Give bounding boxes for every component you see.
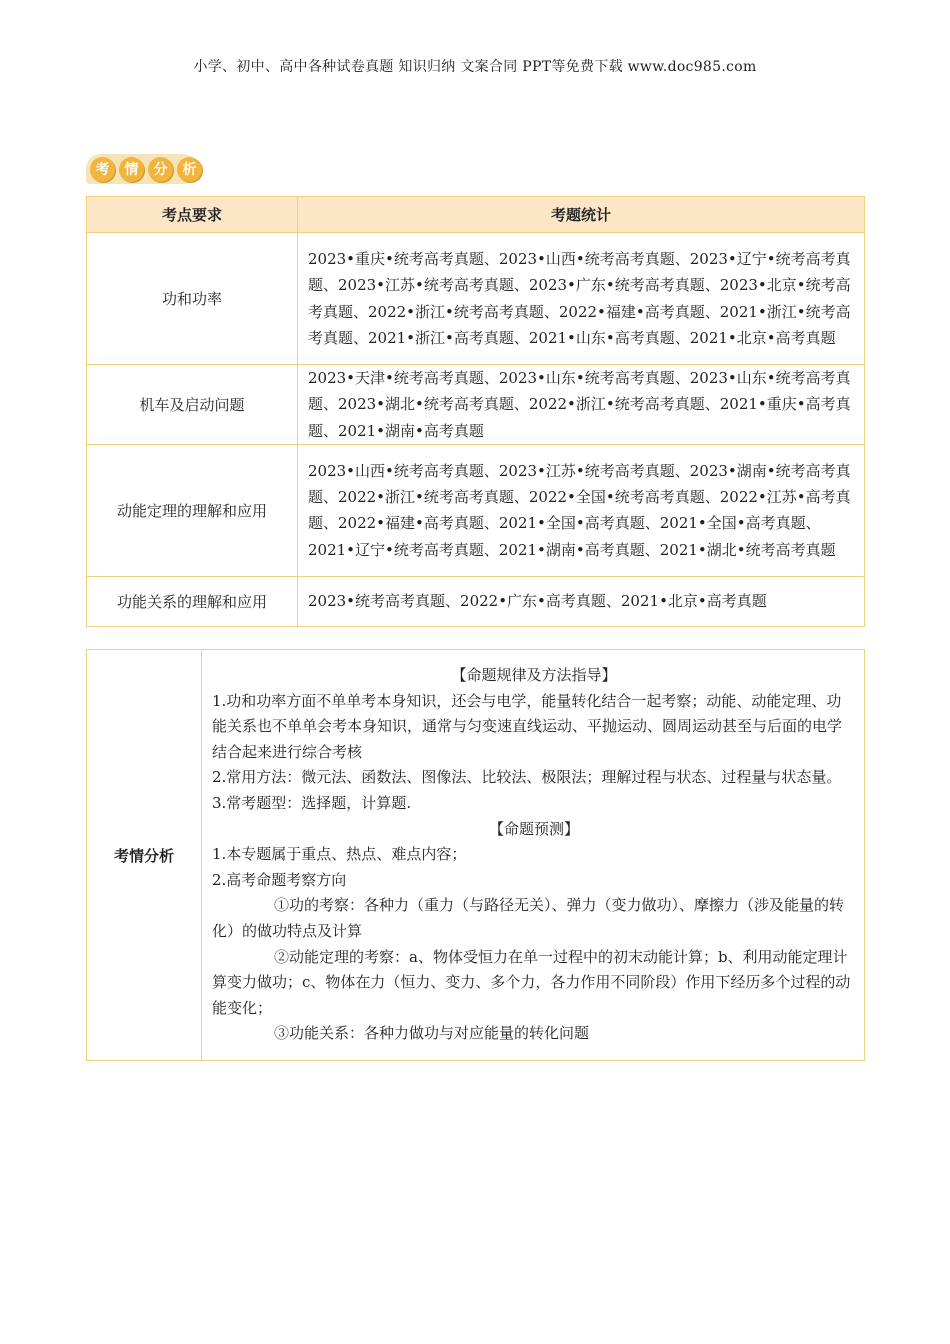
section-heading: 【命题预测】 [488, 819, 579, 838]
section-heading: 【命题规律及方法指导】 [451, 666, 617, 685]
analysis-table [86, 649, 865, 1061]
indented-paragraph: ③功能关系：各种力做功与对应能量的转化问题 [274, 1024, 590, 1043]
table-row [87, 444, 865, 576]
stats-cell: 2023•统考高考真题、2022•广东•高考真题、2021•北京•高考真题 [298, 576, 865, 626]
col-header-stats: 考题统计 [298, 197, 865, 233]
indented-paragraph: ②动能定理的考察：a、物体受恒力在单一过程中的初末动能计算；b、利用动能定理计算变力做功；c、物体在力（恒力、变力、多个力，各力作用不同阶段）作用下经历多个过程的动能变化； [212, 947, 851, 1017]
badge-char: 考 [90, 157, 115, 182]
analysis-body [202, 650, 865, 1061]
paragraph: 3.常考题型：选择题，计算题. [212, 794, 412, 813]
analysis-label: 考情分析 [87, 650, 202, 1061]
page-header: 小学、初中、高中各种试卷真题 知识归纳 文案合同 PPT等免费下载 www.doc985.com [193, 59, 757, 75]
requirement-cell: 功能关系的理解和应用 [87, 576, 298, 626]
paragraph: 2.常用方法：微元法、函数法、图像法、比较法、极限法；理解过程与状态、过程量与状态量。 [212, 768, 842, 787]
exam-stats-table [86, 196, 865, 627]
indented-paragraph: ①功的考察：各种力（重力（与路径无关）、弹力（变力做功）、摩擦力（涉及能量的转化）的做功特点及计算 [212, 896, 845, 940]
section-badge [86, 152, 202, 186]
table-row [87, 576, 865, 626]
badge-char: 析 [177, 157, 202, 182]
table-row [87, 365, 865, 445]
stats-cell: 2023•重庆•统考高考真题、2023•山西•统考高考真题、2023•辽宁•统考高考真题、2023•江苏•统考高考真题、2023•广东•统考高考真题、2023•北京•统考高考真题、2022•浙江•统考高考真题、2022•福建•高考真题、2021•浙江•统考高考真题、2021•浙江•高考真题、2021•山东•高考真题、2021•北京•高考真题 [298, 233, 865, 365]
paragraph: 1.本专题属于重点、热点、难点内容； [212, 845, 467, 864]
table-row [87, 650, 865, 1061]
table-row [87, 233, 865, 365]
requirement-cell: 动能定理的理解和应用 [87, 444, 298, 576]
paragraph: 1.功和功率方面不单单考本身知识，还会与电学，能量转化结合一起考察；动能、动能定理、功能关系也不单单会考本身知识，通常与匀变速直线运动、平抛运动、圆周运动甚至与后面的电学结合起来进行综合考核 [212, 691, 843, 761]
requirement-cell: 机车及启动问题 [87, 365, 298, 445]
requirement-cell: 功和功率 [87, 233, 298, 365]
badge-char: 情 [119, 157, 144, 182]
paragraph: 2.高考命题考察方向 [212, 870, 347, 889]
stats-cell: 2023•山西•统考高考真题、2023•江苏•统考高考真题、2023•湖南•统考高考真题、2022•浙江•统考高考真题、2022•全国•统考高考真题、2022•江苏•高考真题、2022•福建•高考真题、2021•全国•高考真题、2021•全国•高考真题、2021•辽宁•统考高考真题、2021•湖南•高考真题、2021•湖北•统考高考真题 [298, 444, 865, 576]
col-header-requirement: 考点要求 [87, 197, 298, 233]
badge-char: 分 [148, 157, 173, 182]
stats-cell: 2023•天津•统考高考真题、2023•山东•统考高考真题、2023•山东•统考高考真题、2023•湖北•统考高考真题、2022•浙江•统考高考真题、2021•重庆•高考真题、2021•湖南•高考真题 [298, 365, 865, 445]
table-header-row [87, 197, 865, 233]
